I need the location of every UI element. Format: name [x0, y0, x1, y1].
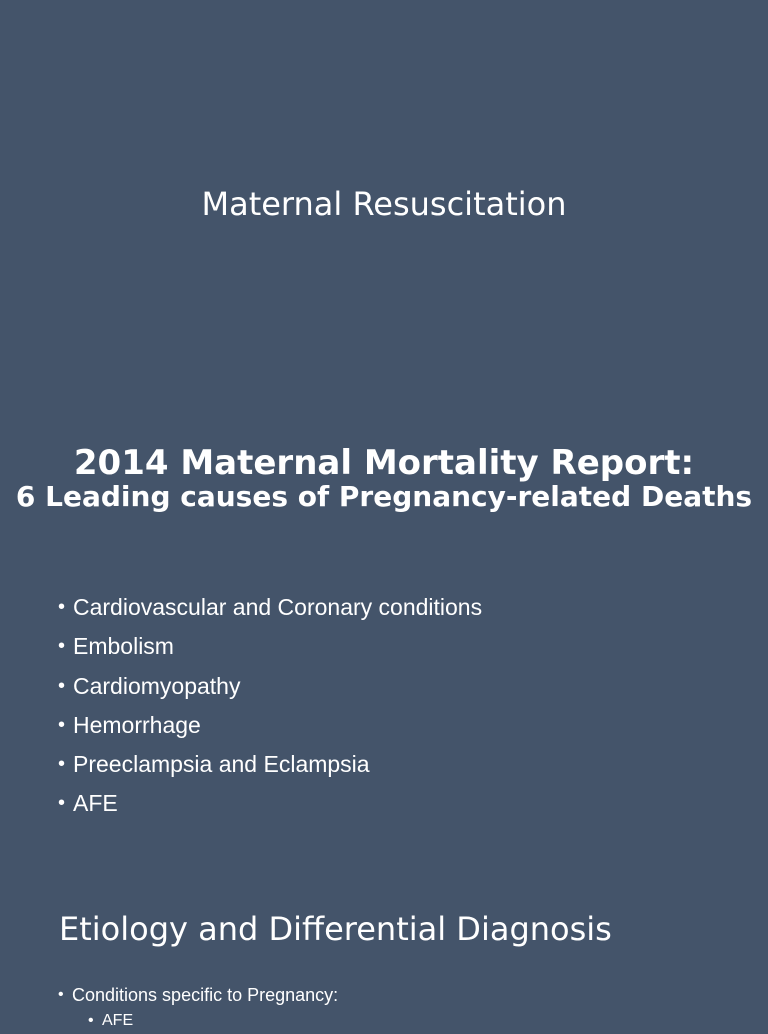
list-item-label: Preeclampsia and Eclampsia — [73, 751, 370, 778]
bullet-icon: • — [58, 792, 66, 815]
list-item-label: AFE — [73, 790, 118, 817]
bullet-icon: • — [58, 753, 66, 776]
bullet-icon: • — [58, 674, 66, 697]
bullet-icon: • — [58, 713, 66, 736]
leading-causes-list — [58, 588, 482, 824]
list-item-label: Embolism — [73, 633, 174, 660]
etiology-heading: Etiology and Differential Diagnosis — [59, 910, 612, 948]
mortality-report-heading — [0, 442, 768, 514]
list-item-label: Cardiomyopathy — [73, 672, 241, 699]
list-item — [58, 982, 338, 1008]
list-item — [58, 784, 482, 823]
slide-title-maternal-resuscitation: Maternal Resuscitation — [201, 185, 567, 223]
list-item — [58, 667, 482, 706]
list-item-label: AFE — [102, 1012, 134, 1029]
list-item — [58, 706, 482, 745]
differential-diagnosis-list — [58, 982, 338, 1034]
bullet-icon: • — [88, 1012, 94, 1029]
list-item — [58, 588, 482, 627]
list-item — [58, 745, 482, 784]
mortality-report-subtitle: 6 Leading causes of Pregnancy-related Deaths — [15, 480, 753, 513]
bullet-icon: • — [58, 635, 66, 658]
list-item-label: Hemorrhage — [73, 711, 201, 738]
list-item-label: Cardiovascular and Coronary conditions — [73, 594, 483, 620]
mortality-report-title: 2014 Maternal Mortality Report: — [73, 443, 695, 483]
list-item — [58, 1008, 338, 1034]
bullet-icon: • — [58, 596, 66, 618]
list-item-label: Conditions specific to Pregnancy: — [72, 985, 339, 1005]
list-item — [58, 627, 482, 666]
bullet-icon: • — [58, 986, 64, 1003]
